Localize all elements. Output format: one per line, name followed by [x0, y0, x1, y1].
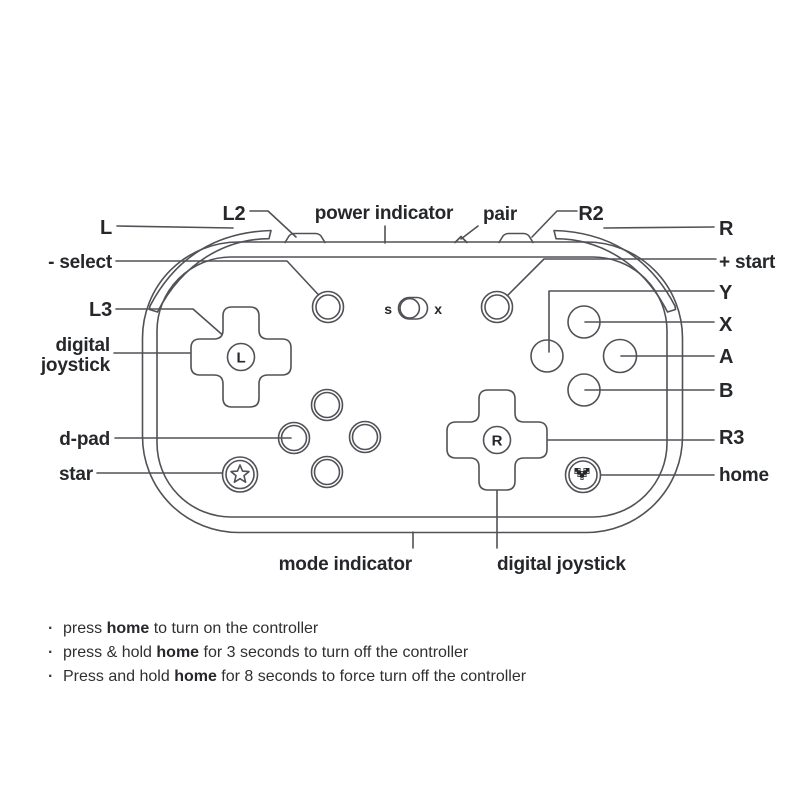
label-stick-r: R [491, 432, 503, 450]
label-x: X [719, 314, 733, 336]
note-item-3 [48, 665, 526, 689]
note-text: press home to turn on the controller [63, 620, 319, 637]
label-y: Y [719, 282, 733, 304]
select-button [313, 292, 344, 323]
label-l: L [99, 217, 112, 239]
label-stick-l: L [236, 349, 246, 367]
note-item-1 [48, 617, 526, 641]
mode-switch-knob [400, 299, 419, 318]
label-switch-x: x [434, 301, 442, 317]
dpad-up-button [312, 390, 343, 421]
label-start: + start [719, 252, 776, 273]
label-r: R [719, 218, 734, 240]
pointer-line-pair [461, 226, 478, 239]
label-pair: pair [482, 204, 518, 225]
label-r3: R3 [719, 427, 745, 449]
note-text: Press and hold home for 8 seconds to force turn off the controller [63, 668, 527, 685]
y-button [531, 340, 563, 372]
label-dpad: d-pad [59, 429, 110, 450]
notes-list [48, 617, 526, 689]
dpad-right-button [350, 422, 381, 453]
bullet-dot: · [48, 620, 54, 637]
home-button [566, 458, 601, 493]
star-button [223, 457, 258, 492]
start-button [482, 292, 513, 323]
label-digital-joystick-left-line1: digital [55, 335, 110, 356]
mode-switch [399, 298, 428, 320]
note-item-2 [48, 641, 526, 665]
pointer-line-l [117, 226, 233, 228]
label-star: star [58, 464, 93, 485]
l2-trigger-bump [285, 234, 325, 243]
bullet-dot: · [48, 644, 54, 661]
label-power-indicator: power indicator [314, 203, 454, 224]
label-mode-indicator: mode indicator [278, 554, 412, 575]
label-l3: L3 [89, 299, 112, 321]
label-a: A [719, 346, 734, 368]
bullet-dot: · [48, 668, 54, 685]
label-home: home [719, 465, 769, 486]
note-text: press & hold home for 3 seconds to turn off the controller [63, 644, 469, 661]
label-l2: L2 [222, 203, 246, 225]
pointer-line-start [499, 259, 716, 304]
r2-trigger-bump [499, 234, 533, 243]
pointer-line-r [604, 227, 714, 228]
label-b: B [719, 380, 734, 402]
label-select: - select [48, 252, 112, 273]
label-digital-joystick-bottom: digital joystick [497, 554, 626, 575]
dpad-down-button [312, 457, 343, 488]
label-digital-joystick-left-line2: joystick [40, 355, 110, 376]
pointer-line-select [116, 261, 327, 304]
label-r2: R2 [578, 203, 604, 225]
label-switch-s: s [384, 301, 392, 317]
